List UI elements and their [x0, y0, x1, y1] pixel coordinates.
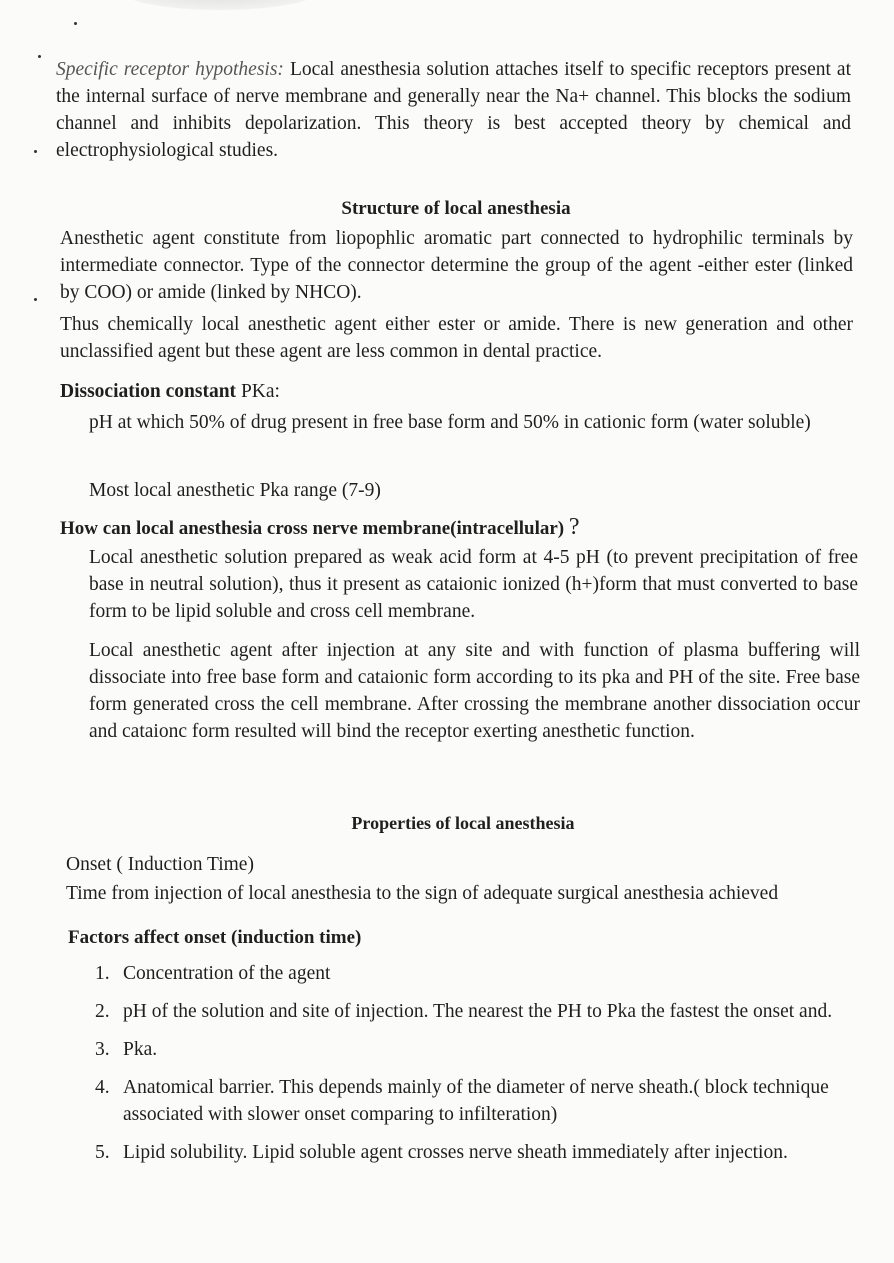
onset-definition: Time from injection of local anesthesia to the sign of adequate surgical anesthesia achieved	[66, 883, 779, 904]
factors-list	[95, 960, 865, 1177]
list-item-text: pH of the solution and site of injection. The nearest the PH to Pka the fastest the onset and.	[123, 1001, 833, 1022]
scan-speck	[34, 298, 37, 301]
list-item-text: Anatomical barrier. This depends mainly of the diameter of nerve sheath.( block technique associated with slower onset comparing to infilteration)	[123, 1077, 829, 1125]
list-item-text: Lipid solubility. Lipid soluble agent crosses nerve sheath immediately after injection.	[123, 1142, 788, 1163]
list-item	[95, 960, 865, 987]
list-item	[95, 998, 865, 1025]
factors-heading: Factors affect onset (induction time)	[68, 927, 362, 948]
list-item-number: 2.	[95, 1001, 110, 1022]
list-item	[95, 1074, 865, 1128]
pka-definition: pH at which 50% of drug present in free base form and 50% in cationic form (water soluble)	[89, 412, 811, 433]
properties-heading: Properties of local anesthesia	[351, 813, 575, 833]
pka-heading	[60, 381, 280, 403]
pka-heading-suffix: PKa:	[240, 381, 280, 402]
handwritten-question-mark: ?	[568, 514, 580, 540]
list-item-number: 1.	[95, 963, 110, 984]
list-item-number: 4.	[95, 1077, 110, 1098]
list-item-number: 5.	[95, 1142, 110, 1163]
intro-text: Local anesthesia solution attaches itself to specific receptors present at the internal surface of nerve membrane and generally near the Na+ channel. This blocks the sodium channel and inhibits depolarization. This theory is best accepted theory by chemical and electrophysiological studies.	[56, 59, 852, 161]
intro-lead: Specific receptor hypothesis:	[56, 59, 284, 80]
cross-heading-text: How can local anesthesia cross nerve membrane	[60, 518, 451, 539]
cross-heading-paren: (intracellular)	[450, 518, 565, 539]
pka-heading-bold: Dissociation constant	[60, 381, 237, 402]
scan-speck	[74, 22, 77, 25]
scan-speck	[38, 55, 41, 58]
list-item	[95, 1139, 865, 1166]
cross-paragraph-2: Local anesthetic agent after injection at any site and with function of plasma buffering will dissociate into free base form and cataionic form according to its pka and PH of the site. Free base form generated cross the cell membrane. After crossing the membrane another dissociation occur and cataionc form resulted will bind the receptor exerting anesthetic function.	[89, 640, 860, 742]
cross-heading	[60, 514, 580, 541]
onset-title: Onset ( Induction Time)	[66, 854, 254, 875]
list-item-text: Pka.	[123, 1039, 158, 1060]
cross-paragraph-1: Local anesthetic solution prepared as weak acid form at 4-5 pH (to prevent precipitation of free base in neutral solution), thus it present as cataionic ionized (h+)form that must converted to base form to be lipid soluble and cross cell membrane.	[89, 547, 858, 622]
structure-paragraph-1: Anesthetic agent constitute from liopophlic aromatic part connected to hydrophilic terminals by intermediate connector. Type of the connector determine the group of the agent -either ester (linked by COO) or amide (linked by NHCO).	[60, 228, 853, 303]
intro-paragraph	[56, 56, 851, 164]
pka-range: Most local anesthetic Pka range (7-9)	[89, 480, 381, 501]
scan-speck	[34, 150, 37, 153]
structure-paragraph-2: Thus chemically local anesthetic agent either ester or amide. There is new generation and other unclassified agent but these agent are less common in dental practice.	[60, 314, 853, 362]
list-item-number: 3.	[95, 1039, 110, 1060]
list-item-text: Concentration of the agent	[123, 963, 331, 984]
structure-heading: Structure of local anesthesia	[341, 198, 571, 219]
scan-shadow	[120, 0, 320, 10]
list-item	[95, 1036, 865, 1063]
